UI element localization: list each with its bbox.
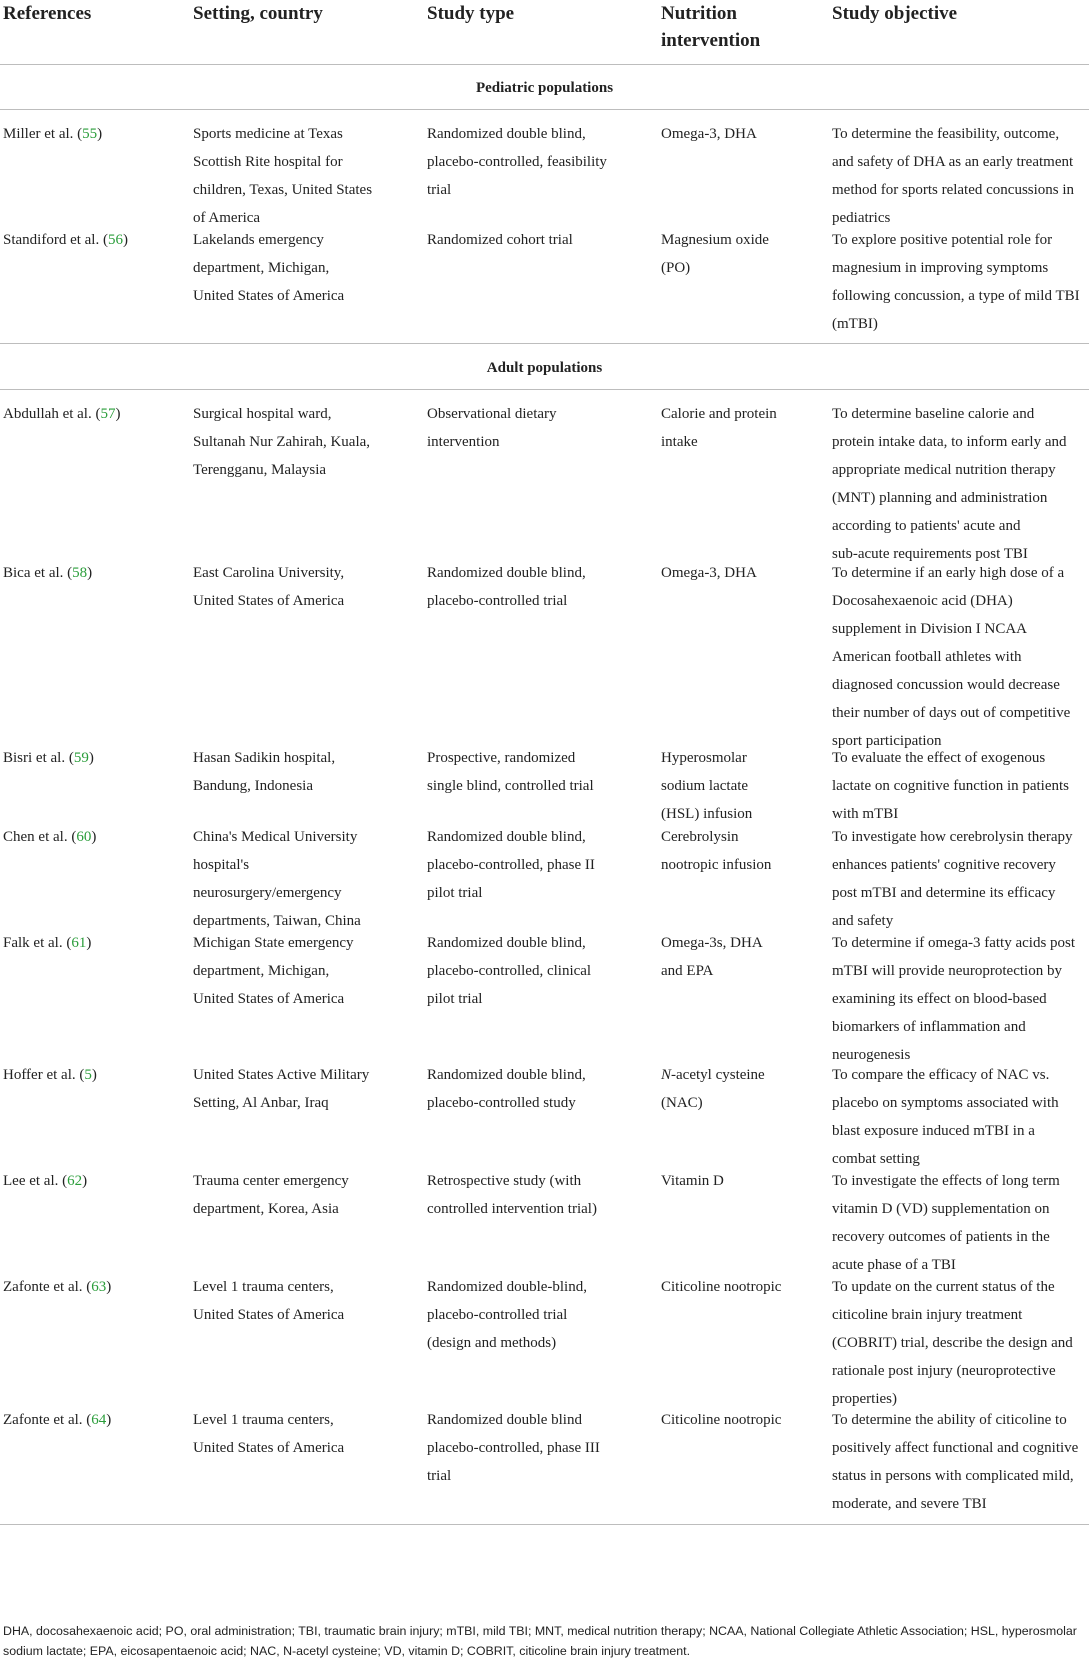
reference-number-link[interactable]: 59 <box>73 750 89 766</box>
reference-author: Zafonte et al. ( <box>3 1279 92 1295</box>
reference-number-link[interactable]: 56 <box>107 232 123 248</box>
study-type-cell: Retrospective study (with controlled intervention trial) <box>427 1173 597 1217</box>
column-header-intervention: Nutrition intervention <box>661 3 761 51</box>
intervention-cell: Magnesium oxide (PO) <box>661 232 769 276</box>
study-type-cell: Randomized double blind, placebo-controlled trial <box>427 565 586 609</box>
setting-cell: China's Medical University hospital's neurosurgery/emergency departments, Taiwan, China <box>193 829 361 929</box>
column-header-setting: Setting, country <box>193 3 323 24</box>
reference-close: ) <box>86 935 92 951</box>
reference-number-link[interactable]: 58 <box>72 565 88 581</box>
reference-number-link[interactable]: 63 <box>91 1279 107 1295</box>
table-footnote: DHA, docosahexaenoic acid; PO, oral administration; TBI, traumatic brain injury; mTBI, mild TBI; MNT, medical nutrition therapy; NCAA, National Collegiate Athletic Association; HSL, hyperosmolar sodium lactate; EPA, eicosapentaenoic acid; NAC, N-acetyl cysteine; VD, vitamin D; COBRIT, citicoline brain injury treatment. <box>3 1624 1077 1658</box>
objective-cell: To investigate how cerebrolysin therapy enhances patients' cognitive recovery post mTBI and determine its efficacy and safety <box>832 829 1073 929</box>
reference-number-link[interactable]: 62 <box>67 1173 83 1189</box>
column-header-objective: Study objective <box>832 3 958 24</box>
reference-number-link[interactable]: 64 <box>91 1412 107 1428</box>
setting-cell: Surgical hospital ward, Sultanah Nur Zahirah, Kuala, Terengganu, Malaysia <box>193 406 371 478</box>
group-divider-adult-top <box>0 343 1089 344</box>
objective-cell: To determine baseline calorie and protein intake data, to inform early and appropriate medical nutrition therapy (MNT) planning and administration according to patients' acute and sub-acute requirements post TBI <box>832 406 1067 562</box>
setting-cell: Hasan Sadikin hospital, Bandung, Indonesia <box>193 750 336 794</box>
intervention-cell: Vitamin D <box>661 1173 724 1189</box>
reference-cell <box>3 120 188 148</box>
study-type-cell: Observational dietary intervention <box>427 406 557 450</box>
reference-number-link[interactable]: 61 <box>71 935 87 951</box>
setting-cell: Trauma center emergency department, Korea, Asia <box>193 1173 349 1217</box>
reference-cell <box>3 929 188 957</box>
objective-cell: To evaluate the effect of exogenous lactate on cognitive function in patients with mTBI <box>832 750 1070 822</box>
reference-cell <box>3 1406 188 1434</box>
objective-cell: To determine the ability of citicoline to positively affect functional and cognitive status in persons with complicated mild, moderate, and severe TBI <box>832 1412 1079 1512</box>
reference-close: ) <box>97 126 103 142</box>
reference-number-link[interactable]: 55 <box>82 126 98 142</box>
reference-author: Lee et al. ( <box>3 1173 68 1189</box>
reference-close: ) <box>91 1067 97 1083</box>
reference-author: Chen et al. ( <box>3 829 77 845</box>
study-type-cell: Randomized double blind, placebo-controlled, feasibility trial <box>427 126 607 198</box>
objective-cell: To update on the current status of the citicoline brain injury treatment (COBRIT) trial, describe the design and rationale post injury (neuroprotective properties) <box>832 1279 1073 1407</box>
intervention-cell: N-acetyl cysteine (NAC) <box>661 1067 765 1111</box>
objective-cell: To determine if an early high dose of a Docosahexaenoic acid (DHA) supplement in Division I NCAA American football athletes with diagnosed concussion would decrease their number of days out of competitive sport participation <box>832 565 1071 749</box>
reference-author: Abdullah et al. ( <box>3 406 101 422</box>
study-type-cell: Randomized double blind, placebo-controlled, clinical pilot trial <box>427 935 592 1007</box>
column-header-references: References <box>3 3 92 24</box>
objective-cell: To explore positive potential role for magnesium in improving symptoms following concussion, a type of mild TBI (mTBI) <box>832 232 1080 332</box>
reference-author: Standiford et al. ( <box>3 232 108 248</box>
intervention-cell: Omega-3s, DHA and EPA <box>661 935 763 979</box>
italic-n: N <box>661 1067 672 1083</box>
setting-cell: Michigan State emergency department, Michigan, United States of America <box>193 935 354 1007</box>
reference-close: ) <box>87 565 93 581</box>
intervention-cell: Citicoline nootropic <box>661 1279 782 1295</box>
setting-cell: Sports medicine at Texas Scottish Rite hospital for children, Texas, United States of America <box>193 126 373 226</box>
group-label-adult: Adult populations <box>486 360 603 376</box>
reference-author: Hoffer et al. ( <box>3 1067 85 1083</box>
setting-cell: Lakelands emergency department, Michigan, United States of America <box>193 232 345 304</box>
setting-cell: United States Active Military Setting, Al Anbar, Iraq <box>193 1067 370 1111</box>
reference-cell <box>3 1061 188 1089</box>
reference-author: Falk et al. ( <box>3 935 72 951</box>
reference-close: ) <box>88 750 94 766</box>
reference-close: ) <box>82 1173 88 1189</box>
reference-close: ) <box>106 1279 112 1295</box>
study-type-cell: Randomized double-blind, placebo-controlled trial (design and methods) <box>427 1279 587 1351</box>
reference-number-link[interactable]: 5 <box>84 1067 92 1083</box>
intervention-cell: Omega-3, DHA <box>661 565 757 581</box>
setting-cell: Level 1 trauma centers, United States of America <box>193 1412 345 1456</box>
reference-cell <box>3 559 188 587</box>
intervention-cell: Hyperosmolar sodium lactate (HSL) infusion <box>661 750 753 822</box>
reference-author: Miller et al. ( <box>3 126 83 142</box>
group-label-pediatric: Pediatric populations <box>475 80 614 96</box>
header-divider <box>0 64 1089 65</box>
study-type-cell: Prospective, randomized single blind, controlled trial <box>427 750 594 794</box>
setting-cell: Level 1 trauma centers, United States of America <box>193 1279 345 1323</box>
reference-author: Bisri et al. ( <box>3 750 74 766</box>
study-type-cell: Randomized double blind, placebo-controlled, phase II pilot trial <box>427 829 595 901</box>
reference-cell <box>3 823 188 851</box>
reference-number-link[interactable]: 60 <box>76 829 92 845</box>
reference-author: Zafonte et al. ( <box>3 1412 92 1428</box>
reference-number-link[interactable]: 57 <box>100 406 116 422</box>
reference-cell <box>3 1167 188 1195</box>
objective-cell: To determine if omega-3 fatty acids post mTBI will provide neuroprotection by examining its effect on blood-based biomarkers of inflammation and neurogenesis <box>832 935 1076 1063</box>
group-divider-adult <box>0 389 1089 390</box>
reference-cell <box>3 400 188 428</box>
reference-cell <box>3 744 188 772</box>
intervention-cell: Omega-3, DHA <box>661 126 757 142</box>
column-header-study-type: Study type <box>427 3 515 24</box>
reference-author: Bica et al. ( <box>3 565 73 581</box>
reference-cell <box>3 1273 188 1301</box>
intervention-cell: Citicoline nootropic <box>661 1412 782 1428</box>
intervention-cell: Calorie and protein intake <box>661 406 777 450</box>
reference-close: ) <box>106 1412 112 1428</box>
study-type-cell: Randomized double blind placebo-controlled, phase III trial <box>427 1412 600 1484</box>
reference-close: ) <box>122 232 128 248</box>
study-type-cell: Randomized double blind, placebo-controlled study <box>427 1067 586 1111</box>
objective-cell: To investigate the effects of long term vitamin D (VD) supplementation on recovery outcomes of patients in the acute phase of a TBI <box>832 1173 1060 1273</box>
reference-cell <box>3 226 188 254</box>
reference-close: ) <box>115 406 121 422</box>
objective-cell: To compare the efficacy of NAC vs. placebo on symptoms associated with blast exposure induced mTBI in a combat setting <box>832 1067 1059 1167</box>
setting-cell: East Carolina University, United States of America <box>193 565 345 609</box>
group-divider-pediatric <box>0 109 1089 110</box>
reference-close: ) <box>91 829 97 845</box>
intervention-cell: Cerebrolysin nootropic infusion <box>661 829 772 873</box>
study-type-cell: Randomized cohort trial <box>427 232 573 248</box>
table-bottom-rule <box>0 1524 1089 1525</box>
objective-cell: To determine the feasibility, outcome, and safety of DHA as an early treatment method for sports related concussions in pediatrics <box>832 126 1075 226</box>
